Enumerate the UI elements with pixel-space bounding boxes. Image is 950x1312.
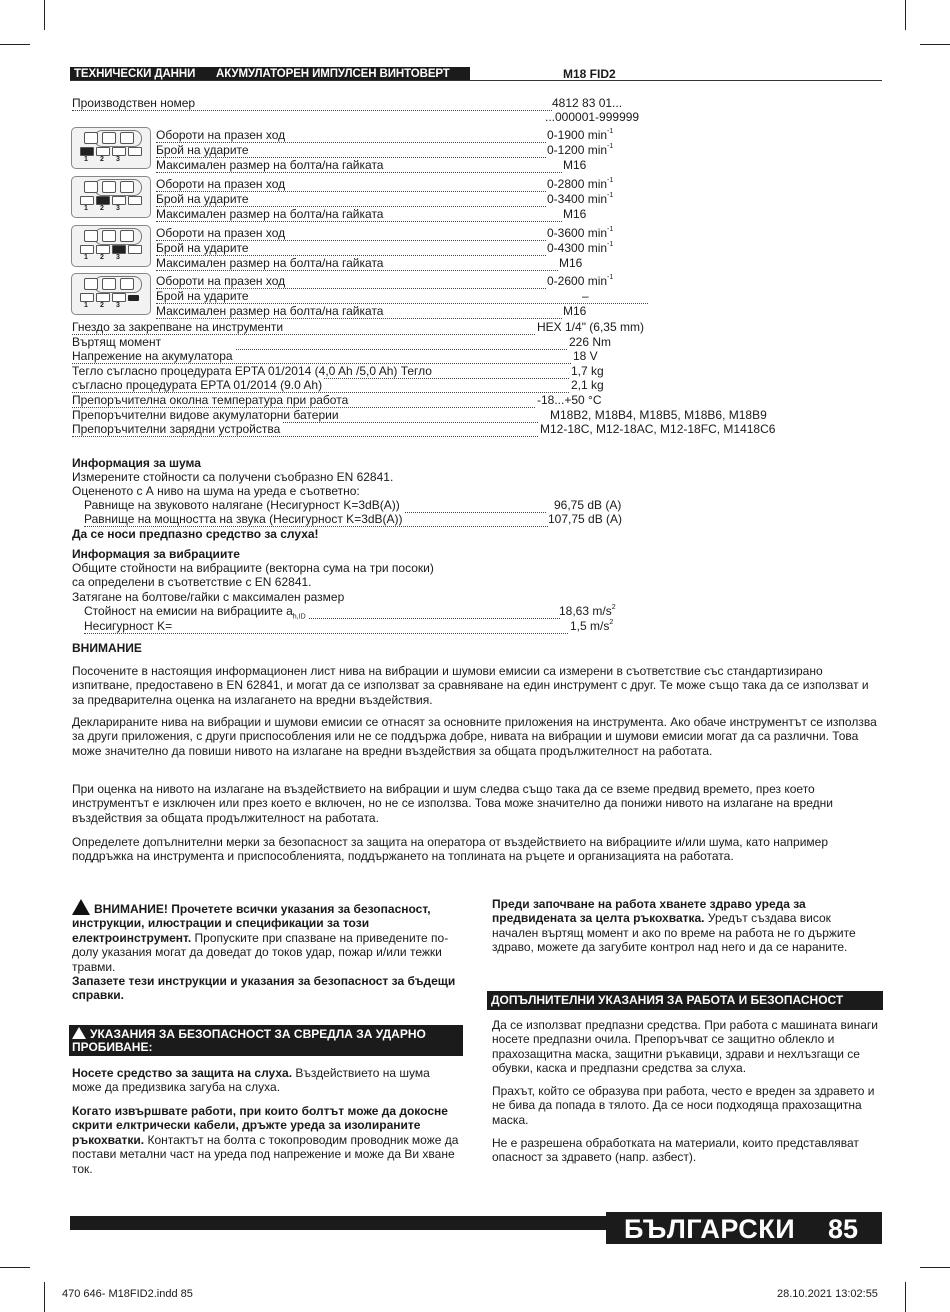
- warning-icon: [72, 899, 90, 915]
- language-box: [606, 1212, 882, 1244]
- mode-icon: 1 2 3: [71, 176, 151, 218]
- language-label: БЪЛГАРСКИ: [624, 1214, 796, 1244]
- crop-mark: [905, 0, 906, 30]
- attention-paragraph: Декларираните нива на вибрации и шумови емисии се отнасят за основните приложения на инструмента. Ако обаче инструментът се използва за други приложения, с други приспособления или не се поддържа добре, нивата на вибрации и шумови емисии могат да са различни. Това може значително да повиши нивото на излагане на вредни въздействия за общата продължителност на работата.: [72, 715, 877, 758]
- attention-paragraph: При оценка на нивото на излагане на въздействието на вибрации и шум следва също така да се вземе предвид времето, през което инструментът е изключен или през което е включен, но не се използва. Това може значително да понижи нивото на излагане на вредни въздействия за общата продължителност на работата.: [72, 782, 833, 825]
- print-date: 28.10.2021 13:02:55: [777, 1288, 878, 1300]
- noise-title: Информация за шума: [72, 456, 201, 470]
- warning-icon: [72, 1027, 86, 1039]
- safety-paragraph: Не е разрешена обработката на материали, които представляват опасност за здравето (напр. азбест).: [492, 1136, 859, 1165]
- vibration-line-2: са определени в съответствие с EN 62841.: [72, 575, 312, 589]
- noise-line-1: Измерените стойности са получени съобразно EN 62841.: [72, 470, 394, 484]
- vibration-title: Информация за вибрациите: [72, 547, 240, 561]
- header-bar: [70, 67, 470, 81]
- safety-warning: ВНИМАНИЕ! Прочетете всички указания за безопасност, инструкции, илюстрации и спецификации за този електроинструмент. Пропуските при спазване на приведените по-долу указания могат да доведат до токов удар, пожар и/или тежки травми. Запазете тези инструкции и указания за безопасност за бъдещи справки.: [72, 899, 462, 1003]
- mode-icon: 1 2 3: [71, 127, 151, 169]
- hidden-cables-paragraph: Когато извършвате работи, при които болтът може да докосне скрити елктрически кабели, дръжте уреда за изолираните ръкохватки. Контактът на болта с токопроводим проводник може да постави метални част на уреда под напрежение и може да Ви хване ток.: [72, 1104, 459, 1176]
- attention-paragraph: Определете допълнителни мерки за безопасност за защита на оператора от въздействието на вибрациите и/или шума, като например поддръжка на инструмента и приспособленията, поддържането на топлината на ръцете и организацията на работата.: [72, 835, 829, 864]
- noise-line-2: Оцененото с А ниво на шума на уреда е съответно:: [72, 484, 360, 498]
- page-number: 85: [828, 1214, 859, 1244]
- safety-paragraph: Да се използват предпазни средства. При работа с машината винаги носете предпазни очила. Препоръчват се защитно облекло и прахозащитна маска, защитни ръкавици, здрави и нехлъзгащи се обувки, каска и предпазни средства за слуха.: [492, 1018, 878, 1076]
- attention-paragraph: Посочените в настоящия информационен лист нива на вибрации и шумови емисии са измерени в съответствие със стандартизирано изпитване, предоставено в EN 62841, и могат да се използват за сравняване на един инструмент с друг. Те може също така да се използват и за предварителна оценка на излагането на вредни въздействия.: [72, 664, 869, 707]
- noise-warning: Да се носи предпазно средство за слуха!: [72, 527, 319, 541]
- crop-mark: [920, 44, 950, 45]
- vibration-line-3: Затягане на болтове/гайки с максимален размер: [72, 590, 345, 604]
- model-name: M18 FID2: [563, 67, 616, 81]
- mode-icon: 1 2 3: [71, 273, 151, 315]
- additional-safety-heading: ДОПЪЛНИТЕЛНИ УКАЗАНИЯ ЗА РАБОТА И БЕЗОПАСНОСТ: [487, 991, 883, 1010]
- crop-mark: [44, 1282, 45, 1312]
- production-number-range: ...000001-999999: [545, 110, 640, 124]
- crop-mark: [44, 0, 45, 30]
- mode-icon: 1 2 3: [71, 225, 151, 267]
- hearing-protection-paragraph: Носете средство за защита на слуха. Въздействието на шума може да предизвика загуба на слуха.: [72, 1066, 430, 1095]
- grip-paragraph: Преди започване на работа хванете здраво уреда за предвидената за целта ръкохватка. Уредът създава висок начален въртящ момент и ако по време на работа не го държите здраво, можете да загубите контрол над него и да се нараните.: [492, 897, 856, 955]
- drill-safety-heading: УКАЗАНИЯ ЗА БЕЗОПАСНОСТ ЗА СВРЕДЛА ЗА УДАРНО ПРОБИВАНЕ:: [69, 1025, 463, 1056]
- safety-paragraph: Прахът, който се образува при работа, често е вреден за здравето и не бива да попада в тялото. Да се носи подходяща прахозащитна маска.: [492, 1084, 875, 1127]
- crop-mark: [0, 44, 30, 45]
- product-title: АКУМУЛАТОРЕН ИМПУЛСЕН ВИНТОВЕРТ: [216, 68, 450, 80]
- vibration-line-1: Общите стойности на вибрациите (векторна сума на три посоки): [72, 561, 434, 575]
- crop-mark: [920, 1267, 950, 1268]
- section-title: ТЕХНИЧЕСКИ ДАННИ: [74, 68, 196, 80]
- crop-mark: [905, 1282, 906, 1312]
- attention-title: ВНИМАНИЕ: [72, 641, 142, 655]
- file-name: 470 646- M18FID2.indd 85: [62, 1288, 193, 1300]
- header-rule: [70, 80, 882, 81]
- crop-mark: [0, 1267, 30, 1268]
